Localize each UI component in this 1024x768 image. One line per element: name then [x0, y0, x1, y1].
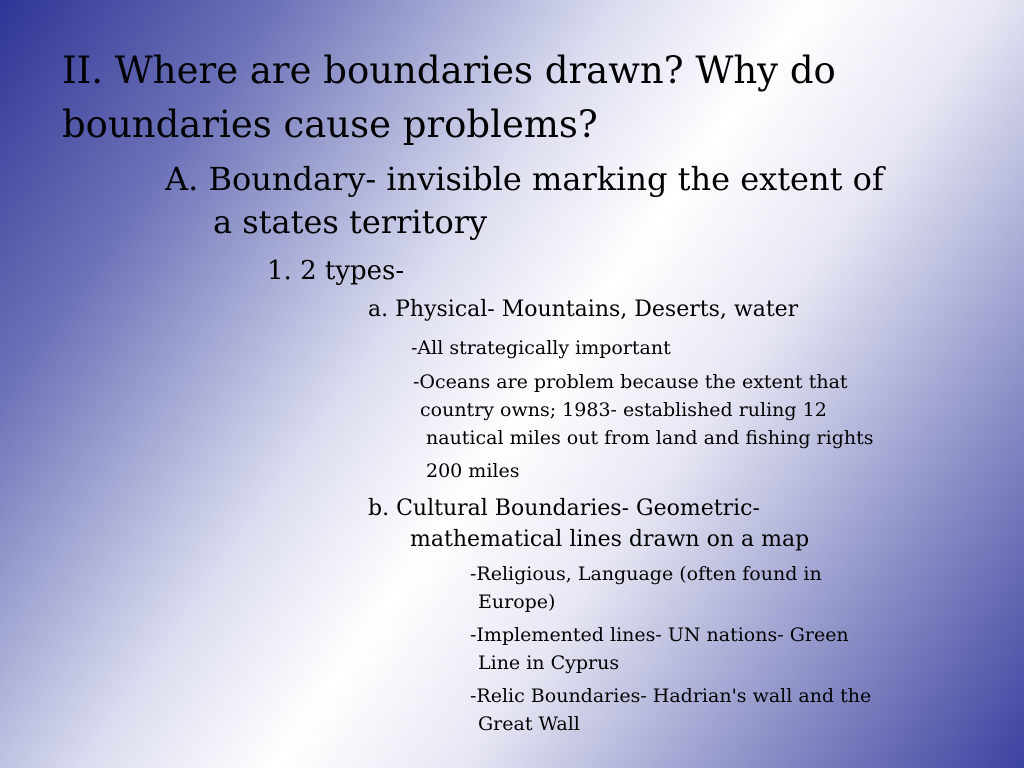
- relic-note-line-2: Great Wall: [478, 713, 580, 735]
- implemented-note-line-1: -Implemented lines- UN nations- Green: [470, 624, 849, 646]
- relic-note-line-1: -Relic Boundaries- Hadrian's wall and the: [470, 685, 872, 707]
- physical-boundaries: a. Physical- Mountains, Deserts, water: [368, 297, 799, 322]
- implemented-note-line-2: Line in Cyprus: [478, 652, 620, 674]
- point-1: 1. 2 types-: [267, 256, 405, 286]
- point-a-line-2: a states territory: [213, 203, 488, 241]
- point-a-line-1: A. Boundary- invisible marking the extent of: [165, 160, 884, 198]
- oceans-note-line-4: 200 miles: [426, 460, 520, 482]
- oceans-note-line-3: nautical miles out from land and fishing rights: [426, 427, 874, 449]
- cultural-boundaries-line-2: mathematical lines drawn on a map: [410, 527, 810, 552]
- slide-title-line-1: II. Where are boundaries drawn? Why do: [62, 49, 836, 92]
- slide-title-line-2: boundaries cause problems?: [62, 103, 598, 146]
- religious-note-line-2: Europe): [478, 591, 556, 613]
- oceans-note-line-2: country owns; 1983- established ruling 12: [420, 399, 827, 421]
- religious-note-line-1: -Religious, Language (often found in: [470, 563, 822, 585]
- cultural-boundaries-line-1: b. Cultural Boundaries- Geometric-: [368, 496, 760, 521]
- oceans-note-line-1: -Oceans are problem because the extent that: [413, 371, 848, 393]
- strategic-note: -All strategically important: [411, 337, 671, 359]
